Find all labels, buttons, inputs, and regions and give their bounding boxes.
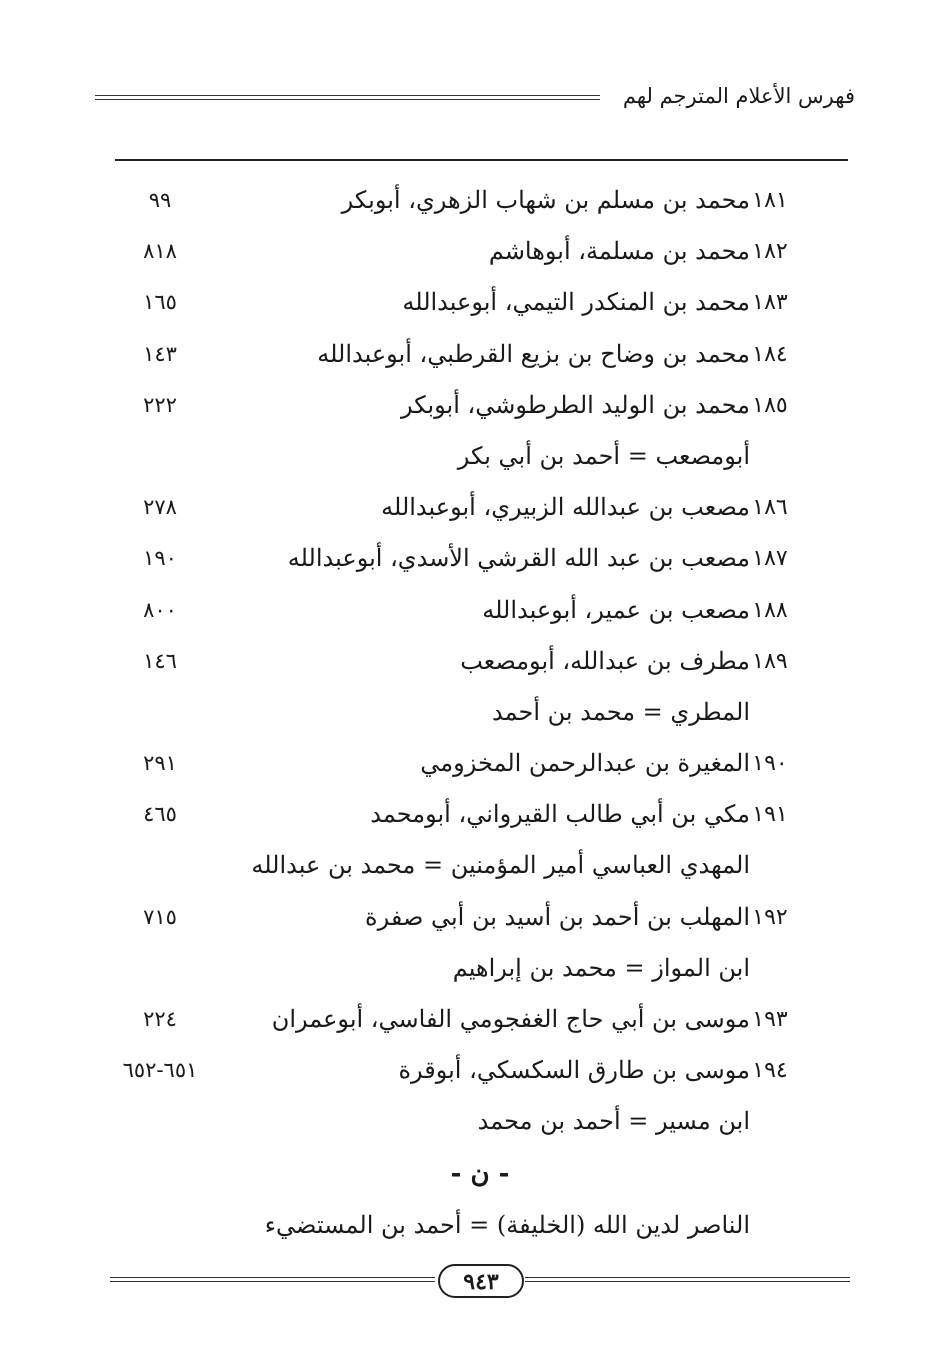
- entry-page: ١٤٦: [143, 648, 177, 673]
- entry-name: محمد بن مسلمة، أبوهاشم: [488, 237, 750, 266]
- index-entry: [100, 792, 800, 843]
- entry-page: ٢٩١: [143, 751, 177, 776]
- header-title: فهرس الأعلام المترجم لهم: [622, 84, 855, 108]
- cross-reference: [100, 946, 800, 997]
- index-entry: [100, 536, 800, 587]
- entry-number: ١٨٢: [752, 239, 788, 265]
- entry-number: ١٨٥: [752, 392, 788, 418]
- entry-name: ابن المواز = محمد بن إبراهيم: [452, 953, 750, 982]
- entry-page: ٢٢٤: [143, 1007, 177, 1031]
- entry-page: ٨٠٠: [143, 597, 177, 622]
- cross-reference: [100, 1099, 800, 1150]
- entry-name: مكي بن أبي طالب القيرواني، أبومحمد: [370, 800, 750, 829]
- entry-page: ٤٦٥: [143, 802, 177, 827]
- entry-name: محمد بن مسلم بن شهاب الزهري، أبوبكر: [341, 186, 750, 214]
- entry-number: ١٩٣: [752, 1007, 788, 1032]
- page-footer: [110, 1262, 850, 1302]
- entry-number: ١٨٩: [752, 648, 788, 674]
- entry-number: ١٩٢: [752, 904, 788, 930]
- entry-name: أبومصعب = أحمد بن أبي بكر: [457, 441, 750, 470]
- footer-rule-left: [110, 1277, 435, 1287]
- section-letter-heading: [100, 1151, 800, 1203]
- top-rule: [115, 159, 848, 161]
- entry-page: ١٦٥: [143, 290, 177, 315]
- entry-page: ٢٢٢: [143, 392, 177, 417]
- entry-name: ابن مسير = أحمد بن محمد: [477, 1107, 750, 1136]
- entry-page: ٩٩: [148, 188, 172, 212]
- entry-page: ١٤٣: [143, 341, 177, 366]
- entry-number: ١٨٣: [752, 290, 788, 316]
- index-entry: [100, 332, 800, 383]
- entry-number: ١٨٦: [752, 495, 788, 521]
- entry-name: المهلب بن أحمد بن أسيد بن أبي صفرة: [365, 902, 750, 931]
- entry-page: ٢٧٨: [143, 495, 177, 520]
- entry-name: محمد بن المنكدر التيمي، أبوعبدالله: [402, 288, 750, 317]
- index-entry: [100, 485, 800, 536]
- page-number: ٩٤٣: [438, 1264, 524, 1298]
- entry-name: المهدي العباسي أمير المؤمنين = محمد بن عبدالله: [251, 851, 750, 880]
- running-header: [95, 84, 855, 114]
- entry-name: محمد بن الوليد الطرطوشي، أبوبكر: [400, 390, 750, 419]
- index-entry: [100, 588, 800, 639]
- entry-number: ١٨١: [752, 188, 788, 213]
- entry-name: محمد بن وضاح بن بزيع القرطبي، أبوعبدالله: [317, 339, 750, 368]
- entry-page: ١٩٠: [143, 546, 177, 571]
- entry-name: مصعب بن عبد الله القرشي الأسدي، أبوعبدالله: [287, 544, 750, 573]
- cross-reference: [100, 434, 800, 485]
- entry-number: ١٨٧: [752, 546, 788, 572]
- index-entry: [100, 639, 800, 690]
- section-letter: - ن -: [450, 1158, 510, 1189]
- entry-page: ٦٥١-٦٥٢: [122, 1058, 198, 1083]
- entry-name: المغيرة بن عبدالرحمن المخزومي: [420, 749, 750, 778]
- index-entry: [100, 383, 800, 434]
- entry-page: ٨١٨: [143, 239, 177, 264]
- entry-number: ١٨٨: [752, 597, 788, 623]
- entry-name: مصعب بن عمير، أبوعبدالله: [482, 595, 750, 624]
- entry-name: المطري = محمد بن أحمد: [492, 697, 750, 726]
- cross-reference: [100, 843, 800, 894]
- entry-name: موسى بن أبي حاج الغفجومي الفاسي، أبوعمران: [271, 1005, 750, 1033]
- index-entry: [100, 895, 800, 946]
- entry-name: مصعب بن عبدالله الزبيري، أبوعبدالله: [381, 493, 750, 522]
- entry-name: موسى بن طارق السكسكي، أبوقرة: [398, 1056, 750, 1085]
- footer-rule-right: [525, 1277, 850, 1287]
- entry-number: ١٨٤: [752, 341, 788, 367]
- index-list: [100, 178, 800, 1259]
- cross-reference: [100, 1203, 800, 1259]
- cross-reference: [100, 690, 800, 741]
- entry-number: ١٩١: [752, 802, 788, 828]
- entry-page: ٧١٥: [143, 904, 177, 929]
- index-entry: [100, 997, 800, 1048]
- entry-number: ١٩٠: [752, 751, 788, 777]
- index-entry: [100, 178, 800, 229]
- entry-name: مطرف بن عبدالله، أبومصعب: [460, 646, 750, 675]
- index-entry: [100, 280, 800, 331]
- entry-number: ١٩٤: [752, 1058, 788, 1084]
- index-entry: [100, 229, 800, 280]
- index-entry: [100, 741, 800, 792]
- index-entry: [100, 1048, 800, 1099]
- header-double-rule: [95, 95, 600, 103]
- entry-name: الناصر لدين الله (الخليفة) = أحمد بن المستضيء: [264, 1210, 750, 1239]
